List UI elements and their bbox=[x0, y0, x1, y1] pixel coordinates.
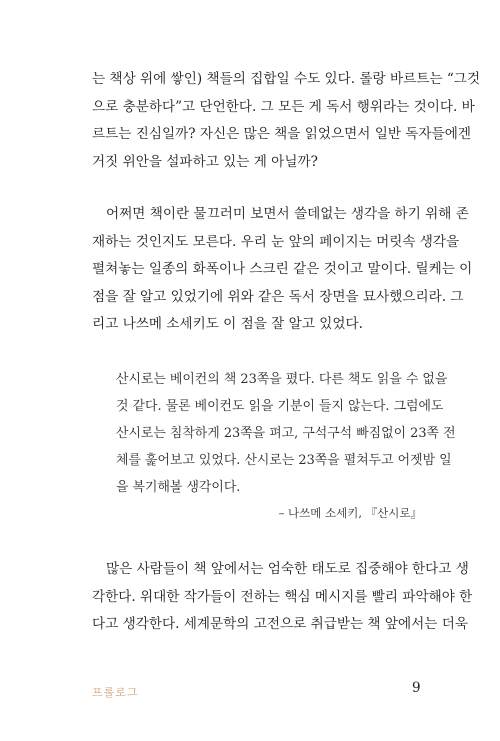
page-number: 9 bbox=[412, 680, 421, 696]
running-footer-chapter-title: 프롤로그 bbox=[92, 686, 139, 699]
quote-line: 을 복기해볼 생각이다. bbox=[116, 480, 241, 496]
paragraph-2 bbox=[92, 201, 473, 339]
block-quote bbox=[116, 366, 456, 501]
quote-line: 체를 훑어보고 있었다. 산시로는 23쪽을 펼쳐두고 어젯밤 일 bbox=[116, 453, 452, 469]
paragraph-line: 재하는 것인지도 모른다. 우리 눈 앞의 페이지는 머릿속 생각을 bbox=[92, 233, 460, 250]
quote-line: 산시로는 베이컨의 책 23쪽을 폈다. 다른 책도 읽을 수 없을 bbox=[116, 372, 448, 387]
paragraph-line: 펼쳐놓는 일종의 화폭이나 스크린 같은 것이고 말이다. 릴케는 이 bbox=[92, 261, 473, 278]
quote-citation: – 나쓰메 소세키, 『산시로』 bbox=[278, 506, 422, 520]
paragraph-line: 어쩌면 책이란 물끄러미 보면서 쓸데없는 생각을 하기 위해 존 bbox=[106, 206, 469, 222]
paragraph-line: 는 책상 위에 쌓인) 책들의 집합일 수도 있다. 롤랑 바르트는 “그것 bbox=[92, 71, 481, 87]
paragraph-line: 점을 잘 알고 있었기에 위와 같은 독서 장면을 묘사했으리라. 그 bbox=[92, 288, 464, 305]
paragraph-1 bbox=[92, 66, 481, 176]
paragraph-line: 많은 사람들이 책 앞에서는 엄숙한 태도로 집중해야 한다고 생 bbox=[106, 561, 469, 577]
quote-line: 것 같다. 물론 베이컨도 읽을 기분이 들지 않는다. 그럼에도 bbox=[116, 399, 444, 415]
paragraph-line: 으로 충분하다”고 단언한다. 그 모든 게 독서 행위라는 것이다. 바 bbox=[92, 98, 475, 115]
paragraph-line: 각한다. 위대한 작가들이 전하는 핵심 메시지를 빨리 파악해야 한 bbox=[92, 588, 473, 605]
paragraph-line: 다고 생각한다. 세계문학의 고전으로 취급받는 책 앞에서는 더욱 bbox=[92, 616, 468, 633]
paragraph-line: 거짓 위안을 설파하고 있는 게 아닐까? bbox=[92, 153, 318, 170]
paragraph-line: 르트는 진심일까? 자신은 많은 책을 읽었으면서 일반 독자들에겐 bbox=[92, 126, 471, 143]
quote-line: 산시로는 침착하게 23쪽을 펴고, 구석구석 빠짐없이 23쪽 전 bbox=[116, 426, 456, 442]
paragraph-line: 리고 나쓰메 소세키도 이 점을 잘 알고 있었다. bbox=[92, 316, 363, 333]
paragraph-3 bbox=[92, 556, 473, 639]
